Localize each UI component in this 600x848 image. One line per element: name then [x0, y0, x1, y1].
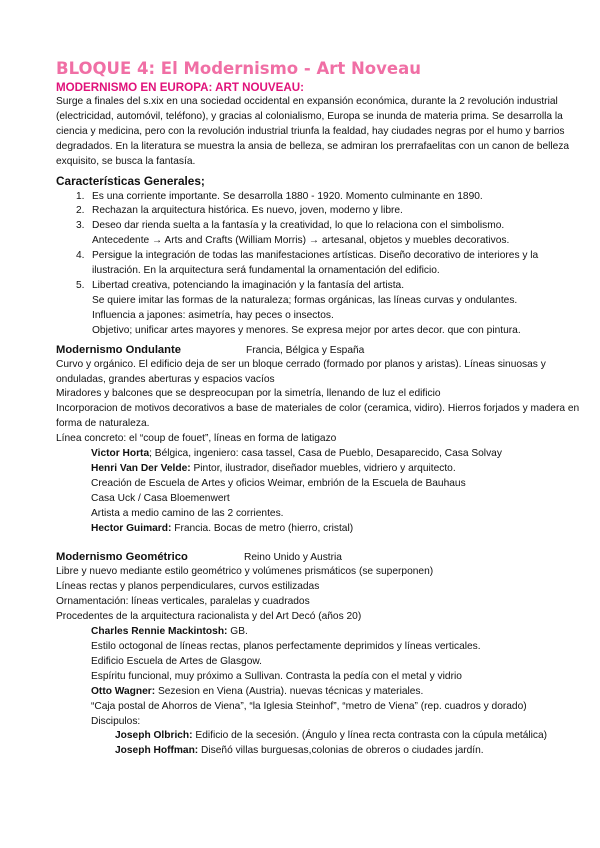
list-item — [56, 249, 586, 279]
list-item — [56, 279, 586, 339]
artist-name: Otto Wagner: — [91, 685, 156, 697]
geometrico-heading — [56, 550, 586, 565]
artist-line — [56, 700, 586, 715]
artist-line — [56, 462, 586, 477]
artist-text: Creación de Escuela de Artes y oficios Weimar, embrión de la Escuela de Bauhaus — [91, 477, 466, 489]
artist-name: Hector Guimard: — [91, 522, 172, 534]
geometrico-disciples — [56, 729, 586, 759]
list-item-line: Deseo dar rienda suelta a la fantasía y la creatividad, lo que lo relaciona con el simbolismo. — [92, 220, 505, 232]
artist-line — [56, 655, 586, 670]
ondulante-artists — [56, 447, 586, 536]
artist-line — [56, 625, 586, 640]
list-item-line: Objetivo; unificar artes mayores y menores. Se expresa mejor por artes decor. que con pintura. — [92, 324, 521, 336]
artist-line — [56, 522, 586, 537]
list-item-line: Se quiere imitar las formas de la naturaleza; formas orgánicas, las líneas curvas y ondulantes. — [92, 294, 518, 306]
list-item-number: 2. — [76, 205, 85, 217]
text-line: Miradores y balcones que se despreocupan por la simetría, llenando de luz el edificio — [56, 388, 441, 400]
list-item-number: 1. — [76, 190, 85, 202]
artist-text: “Caja postal de Ahorros de Viena”, “la Iglesia Steinhof”, “metro de Viena” (rep. cuadros y dorado) — [91, 700, 527, 712]
artist-text: Francia. Bocas de metro (hierro, cristal) — [171, 522, 354, 534]
artist-line — [56, 744, 586, 759]
artist-line — [56, 715, 586, 730]
intro-paragraph: Surge a finales del s.xix en una sociedad occidental en expansión económica, durante la 2 revolución industrial (electricidad, automóvil, teléfono), y gracias al colonialismo, Europa se inunda de materia prima. Se desarrolla la ciencia y medicina, pero con la revolución industrial triunfa la fealdad, hay ciudades negras por el humo y barrios degradados. En la literatura se muestra la ansia de belleza, se admiran los prerrafaelitas con un canon de belleza exquisito, se busca la fantasía. — [56, 96, 570, 167]
artist-line — [56, 729, 586, 744]
geometrico-artists — [56, 625, 586, 729]
text-line: Línea concreto: el “coup de fouet”, líneas en forma de latigazo — [56, 433, 337, 445]
artist-line — [56, 492, 586, 507]
text-line: Libre y nuevo mediante estilo geométrico y volúmenes prismáticos (se superponen) — [56, 566, 434, 578]
artist-name: Joseph Hoffman: — [115, 745, 199, 757]
artist-text: ; Bélgica, ingeniero: casa tassel, Casa de Pueblo, Desaparecido, Casa Solvay — [149, 448, 502, 460]
artist-line — [56, 507, 586, 522]
artist-text: GB. — [227, 626, 248, 638]
list-item-number: 4. — [76, 250, 85, 262]
artist-text: Pintor, ilustrador, diseñador muebles, vidriero y arquitecto. — [190, 462, 456, 474]
artist-name: Charles Rennie Mackintosh: — [91, 626, 228, 638]
caracteristicas-heading: Características Generales; — [56, 173, 205, 188]
artist-text: Estilo octogonal de líneas rectas, planos perfectamente deprimidos y líneas verticales. — [91, 641, 481, 652]
geometrico-title: Modernismo Geométrico — [56, 551, 188, 564]
list-item-number: 5. — [76, 279, 85, 291]
text-line: Líneas rectas y planos perpendiculares, curvos estilizadas — [56, 581, 320, 593]
text-line: Incorporacion de motivos decorativos a base de materiales de color (ceramica, vidiro). Hierros forjados y madera en forma de naturaleza. — [56, 403, 580, 430]
text-line: Curvo y orgánico. El edificio deja de ser un bloque cerrado (formado por planos y aristas). Líneas sinuosas y onduladas, grandes aberturas y espacios vacíos — [56, 358, 546, 385]
list-item-line: Influencia a japones: asimetría, hay peces o insectos. — [92, 309, 334, 321]
list-item-line: Libertad creativa, potenciando la imaginación y la fantasía del artista. — [92, 279, 405, 291]
artist-name: Henri Van Der Velde: — [91, 462, 191, 474]
artist-line — [56, 640, 586, 655]
text-line: Ornamentación: líneas verticales, paralelas y cuadrados — [56, 596, 310, 608]
section-subtitle: MODERNISMO EN EUROPA: ART NOUVEAU: — [56, 81, 304, 94]
artist-text: Edificio Escuela de Artes de Glasgow. — [91, 655, 263, 667]
geometrico-regions: Reino Unido y Austria — [244, 552, 342, 564]
artist-line — [56, 477, 586, 492]
caracteristicas-list — [56, 190, 586, 339]
list-item — [56, 219, 586, 249]
list-item — [56, 204, 586, 219]
artist-line — [56, 670, 586, 685]
list-item-number: 3. — [76, 220, 85, 232]
list-item-line: Antecedente → Arts and Crafts (William Morris) → artesanal, objetos y muebles decorativos. — [92, 235, 510, 247]
artist-text: Edificio de la secesión. (Ángulo y línea recta contrasta con la cúpula metálica) — [192, 730, 548, 742]
text-line: Procedentes de la arquitectura racionalista y del Art Decó (años 20) — [56, 611, 362, 623]
artist-line — [56, 685, 586, 700]
list-item-line: Rechazan la arquitectura histórica. Es nuevo, joven, moderno y libre. — [92, 205, 403, 217]
ondulante-text — [56, 358, 586, 447]
ondulante-title: Modernismo Ondulante — [56, 343, 181, 356]
artist-text: Casa Uck / Casa Bloemenwert — [91, 492, 230, 504]
artist-text: Diseñó villas burguesas,colonias de obreros o ciudades jardín. — [198, 745, 484, 757]
artist-text: Discipulos: — [91, 715, 141, 727]
ondulante-regions: Francia, Bélgica y España — [246, 344, 365, 356]
artist-text: Sezesion en Viena (Austria). nuevas técnicas y materiales. — [155, 685, 424, 697]
artist-line — [56, 447, 586, 462]
artist-text: Artista a medio camino de las 2 corrientes. — [91, 507, 284, 519]
ondulante-heading — [56, 343, 586, 358]
artist-name: Joseph Olbrich: — [115, 730, 193, 742]
list-item — [56, 190, 586, 205]
list-item-line: Persigue la integración de todas las manifestaciones artísticas. Diseño decorativo de interiores y la ilustración. En la arquitectura será fundamental la ornamentación del edificio. — [92, 250, 539, 277]
artist-name: Victor Horta — [91, 448, 150, 460]
artist-text: Espíritu funcional, muy próximo a Sullivan. Contrasta la pedía con el metal y vidrio — [91, 670, 462, 682]
document-title: BLOQUE 4: El Modernismo - Art Noveau — [56, 59, 421, 78]
document-page — [56, 58, 586, 759]
geometrico-text — [56, 565, 586, 625]
list-item-line: Es una corriente importante. Se desarrolla 1880 - 1920. Momento culminante en 1890. — [92, 190, 483, 202]
